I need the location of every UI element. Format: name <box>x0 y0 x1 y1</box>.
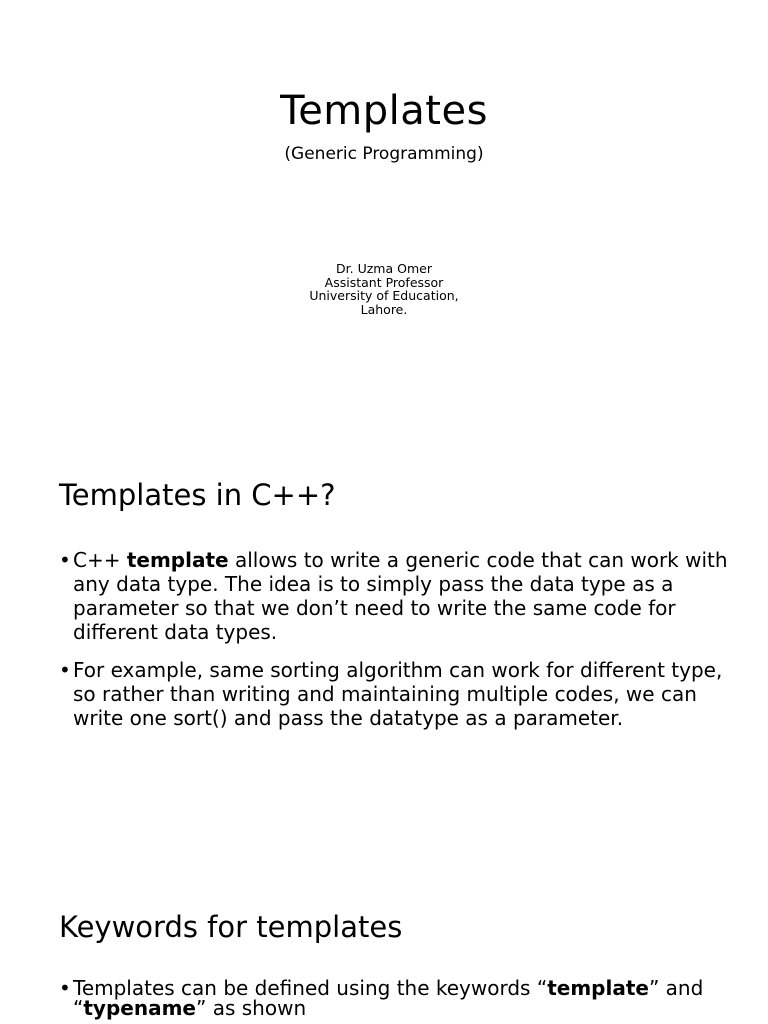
bullet-text-pre: Templates can be defined using the keywords “ <box>73 976 548 1000</box>
templates-in-cpp-slide <box>0 432 768 864</box>
bullet-text-bold: template <box>126 548 229 572</box>
slide-title: Templates in C++? <box>59 478 336 512</box>
bullet-text: For example, same sorting algorithm can work for different type, so rather than writing and maintaining multiple codes, we can write one sort() and pass the datatype as a parameter. <box>73 658 723 730</box>
keywords-slide <box>0 864 768 1024</box>
author-block <box>0 262 768 316</box>
bullet-item <box>59 658 739 730</box>
author-name: Dr. Uzma Omer <box>336 261 432 276</box>
author-city: Lahore. <box>360 301 408 317</box>
bullet-icon: • <box>59 548 71 572</box>
title-slide <box>0 0 768 432</box>
bullet-list <box>59 978 739 1024</box>
bullet-item <box>59 548 739 644</box>
author-position: Assistant Professor <box>324 274 444 290</box>
bullet-text-post: allows to write a generic code that can work with any data type. The idea is to simply pass the data type as a parameter so that we don’t need to write the same code for different data types. <box>73 548 728 644</box>
bullet-text-mid: ” and “ <box>73 976 704 1020</box>
bullet-icon: • <box>59 976 71 1000</box>
slide-title: Keywords for templates <box>59 910 403 944</box>
keyword-typename: typename <box>83 996 196 1020</box>
presentation-subtitle: (Generic Programming) <box>284 144 484 164</box>
author-institution: University of Education, <box>309 288 459 303</box>
bullet-text-pre: C++ <box>73 548 127 572</box>
keyword-template: template <box>547 976 649 1000</box>
bullet-text-post: ” as shown <box>196 996 307 1020</box>
bullet-icon: • <box>59 658 71 682</box>
presentation-title: Templates <box>280 88 488 134</box>
bullet-list <box>59 548 739 744</box>
bullet-item <box>59 978 739 1018</box>
